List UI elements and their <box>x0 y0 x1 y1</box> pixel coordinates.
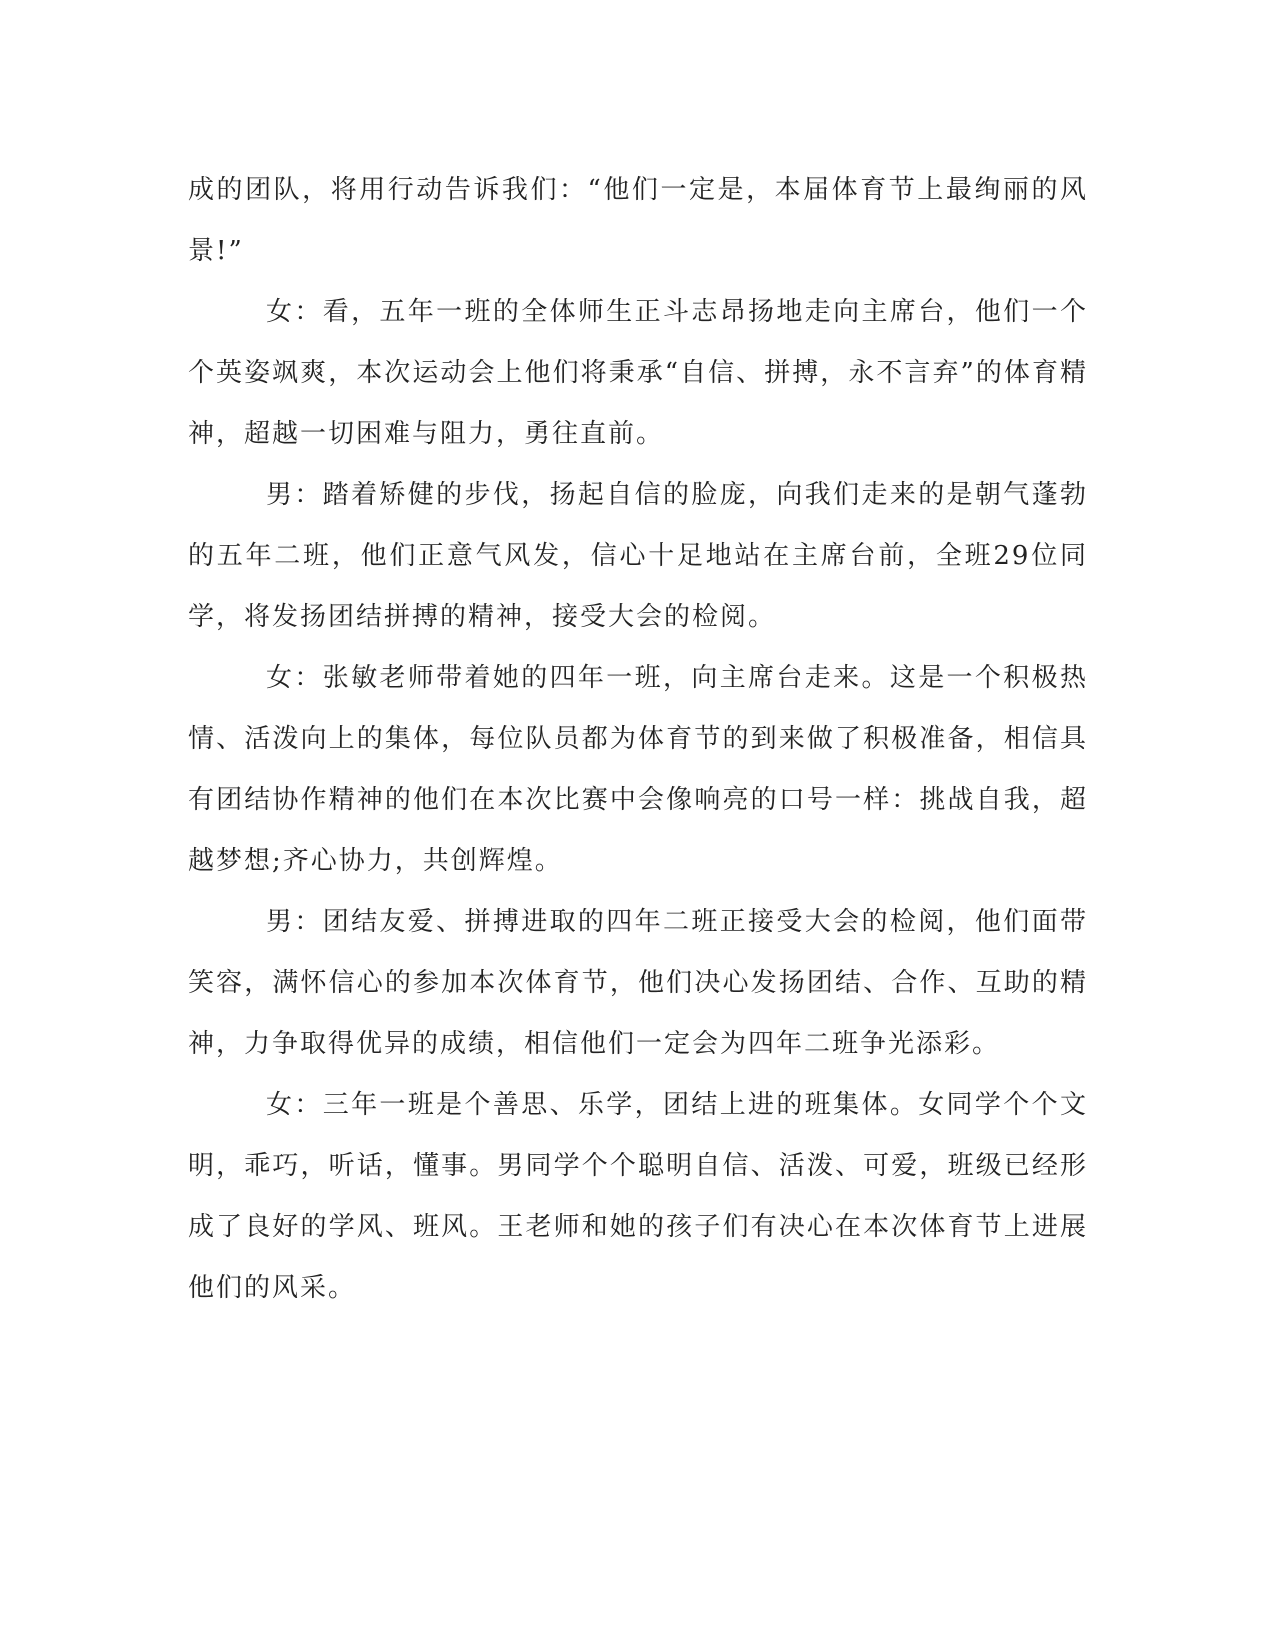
document-body <box>188 160 1088 1319</box>
paragraph-class-5-1: 女：看，五年一班的全体师生正斗志昂扬地走向主席台，他们一个个英姿飒爽，本次运动会上他们将秉承“自信、拼搏，永不言弃”的体育精神，超越一切困难与阻力，勇往直前。 <box>188 297 1088 449</box>
paragraph-continuation: 成的团队，将用行动告诉我们：“他们一定是，本届体育节上最绚丽的风景!” <box>188 175 1088 266</box>
paragraph-class-4-1: 女：张敏老师带着她的四年一班，向主席台走来。这是一个积极热情、活泼向上的集体，每位队员都为体育节的到来做了积极准备，相信具有团结协作精神的他们在本次比赛中会像响亮的口号一样：挑战自我，超越梦想;齐心协力，共创辉煌。 <box>188 663 1088 876</box>
paragraph-class-4-2: 男：团结友爱、拼搏进取的四年二班正接受大会的检阅，他们面带笑容，满怀信心的参加本次体育节，他们决心发扬团结、合作、互助的精神，力争取得优异的成绩，相信他们一定会为四年二班争光添彩。 <box>188 907 1088 1059</box>
paragraph-class-5-2: 男：踏着矫健的步伐，扬起自信的脸庞，向我们走来的是朝气蓬勃的五年二班，他们正意气风发，信心十足地站在主席台前，全班29位同学，将发扬团结拼搏的精神，接受大会的检阅。 <box>188 480 1088 632</box>
paragraph-class-3-1: 女：三年一班是个善思、乐学，团结上进的班集体。女同学个个文明，乖巧，听话，懂事。男同学个个聪明自信、活泼、可爱，班级已经形成了良好的学风、班风。王老师和她的孩子们有决心在本次体育节上进展他们的风采。 <box>188 1090 1088 1303</box>
